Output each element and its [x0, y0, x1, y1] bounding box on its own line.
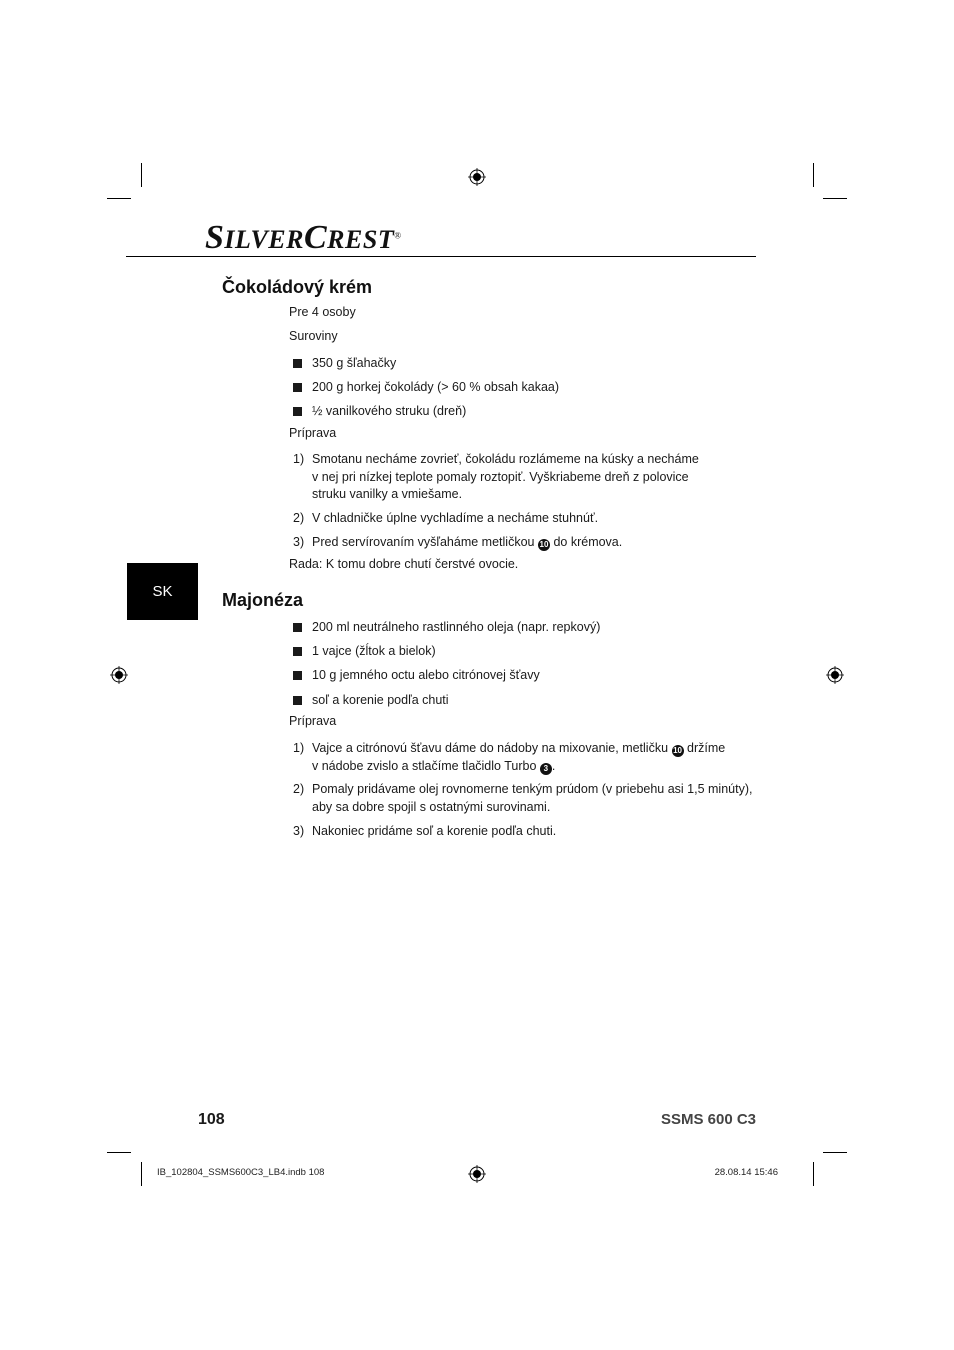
registration-mark-icon	[468, 168, 486, 186]
section-title: Čokoládový krém	[222, 277, 373, 297]
registration-mark-icon	[468, 1165, 486, 1183]
crop-mark	[813, 163, 814, 187]
list-item: soľ a korenie podľa chuti	[293, 692, 449, 710]
logo-letters: ILVER	[224, 225, 304, 254]
crop-mark	[141, 163, 142, 187]
square-bullet-icon	[293, 647, 302, 656]
crop-mark	[813, 1162, 814, 1186]
part-number-icon: 10	[673, 746, 682, 755]
list-item: 350 g šľahačky	[293, 355, 396, 373]
crop-mark	[107, 1152, 131, 1153]
ingredients-label: Suroviny	[289, 329, 338, 343]
model-number: SSMS 600 C3	[660, 1111, 756, 1128]
header-rule	[126, 256, 756, 257]
crop-mark	[823, 1152, 847, 1153]
page-number: 108	[198, 1111, 225, 1128]
list-item: 1 vajce (žĺtok a bielok)	[293, 643, 436, 661]
list-item: 200 g horkej čokolády (> 60 % obsah kakaa)	[293, 379, 559, 397]
prep-label: Príprava	[289, 714, 337, 728]
print-slug-datetime: 28.08.14 15:46	[714, 1167, 778, 1178]
brand-logo	[205, 219, 402, 257]
crop-mark	[107, 198, 131, 199]
square-bullet-icon	[293, 383, 302, 392]
list-item: 10 g jemného octu alebo citrónovej šťavy	[293, 667, 540, 685]
registration-mark-icon	[110, 666, 128, 684]
crop-mark	[823, 198, 847, 199]
language-tab: SK	[127, 563, 198, 620]
registered-mark: ®	[394, 230, 402, 241]
square-bullet-icon	[293, 359, 302, 368]
list-item: 200 ml neutrálneho rastlinného oleja (napr. repkový)	[293, 619, 600, 637]
registration-mark-icon	[826, 666, 844, 684]
logo-letter: S	[205, 219, 225, 256]
prep-label: Príprava	[289, 426, 337, 440]
square-bullet-icon	[293, 407, 302, 416]
square-bullet-icon	[293, 623, 302, 632]
square-bullet-icon	[293, 696, 302, 705]
servings: Pre 4 osoby	[289, 305, 356, 319]
print-slug-file: IB_102804_SSMS600C3_LB4.indb 108	[157, 1167, 325, 1178]
crop-mark	[141, 1162, 142, 1186]
part-number-icon: 10	[539, 540, 549, 549]
section-title: Majonéza	[222, 590, 304, 610]
logo-letter: C	[303, 219, 328, 256]
square-bullet-icon	[293, 671, 302, 680]
part-number-icon: 3	[540, 763, 552, 775]
tip: Rada: K tomu dobre chutí čerstvé ovocie.	[289, 557, 519, 571]
list-item: ½ vanilkového struku (dreň)	[293, 403, 466, 421]
logo-letters: REST	[327, 225, 395, 254]
